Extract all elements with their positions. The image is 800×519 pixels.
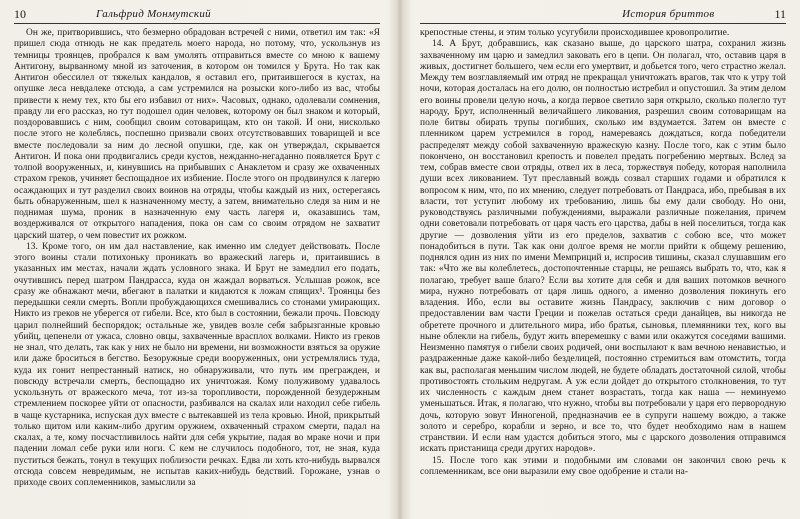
right-page-header: История бриттов [622,8,715,20]
left-page-number: 10 [14,7,26,21]
right-page-number: 11 [774,7,786,21]
left-running-head [14,8,380,24]
paragraph: 15. После того как этими и подобными им словами он закончил свою речь к соплеменникам, все они выразили ему свое одобрение и стали на- [420,455,786,477]
paragraph: крепостные стены, и этим только усугубили происходившее кровопролитие. [420,28,730,38]
right-running-head [420,8,786,24]
right-page [414,0,800,519]
book-gutter [397,0,403,519]
left-page [0,0,386,519]
left-page-body [14,28,380,489]
left-page-header: Гальфрид Монмутский [96,8,211,20]
paragraph: 13. Кроме того, он им дал наставление, как именно им следует действовать. После этого воины стали потихоньку проникать во вражеский лагерь и, притаившись в указанных им местах, начали ждать условного знака. И Брут не замедлил его подать, очутившись перед шатром Пандрасса, куда он жаждал ворваться. Услышав рожок, все сразу же обнажают мечи, вбегают в палатки и кидаются к ложам спящих¹. Троянцы без передышки сеяли смерть. Вопли пробуждающихся смешивались со стонами умирающих. Никто из греков не уберегся от гибели. Все, кто был в состоянии, бежали прочь. Повсюду царил полнейший беспорядок; остальные же, увидев возле себя забрызганные кровью убийц, цепенели от ужаса, словно овцы, захваченные врасплох волками. Никто из греков не знал, что делать, так как у них не было ни времени, ни возможности взяться за оружие или даже броситься в бегство. Безоружные среди вооруженных, они устремлялись туда, куда их гонит непрестанный натиск, но обнаруживали, что путь им прегражден, и повсюду встречали смерть, беспощадно их уничтожая. Кому полуживому удавалось ускользнуть от вражеского меча, тот из-за торопливости, порожденной безудержным стремлением поскорее уйти от опасности, разбивался на скалах или находил себе гибель в чаще кустарника, испуская дух вместе с вытекавшей из тела кровью. Иной, прикрытый только щитом или каким-либо другим оружием, охваченный страхом смерти, падал на скалах, а те, кому посчастливилось найти для себя укрытие, падая во мраке ночи и при падении ломал себе руки или ноги. С кем не случилось подобного, тот, не зная, куда пуститься бежать, тонул в текущих поблизости речках. Едва ли хоть кто-нибудь вырвался отсюда совсем невредимым, не испытав каких-нибудь бедствий. Горожане, узнав о приходе своих соплеменников, замыслили за [14,241,380,488]
right-page-body [420,28,786,478]
paragraph: 14. А Брут, добравшись, как сказано выше, до царского шатра, сохранил жизнь захваченному им царю и замедлил заковать его в цепи. Он полагал, что, оставив царя в живых, достигнет большего, чем если его умертвит, и добьется того, чего страстно желал. Между тем возглавляемый им отряд не прекращал уничтожать врагов, так что к утру той ночи, которая досталась на его долю, он полностью истребил и опустошил. За этим делом его воины провели целую ночь, а когда первое светило заря открыло, сколько полегло тут народу, Брут, исполненный величайшего ликования, разрешил своим сотоварищам на поле битвы обирать трупы погибших, сколько им вздумается. Затем он вместе с пленником царем устремился в город, намереваясь дождаться, когда победители распределят между собой захваченную вражескую казну. После того, как с этим было покончено, он восстановил крепость и повелел предать погребению мертвых. Вслед за тем, собрав вместе свои отряды, отвел их в леса, торжествуя победу, которая наполнила души всех ликованием. Тут преславный вождь созвал старших годами и обратился к вопросом к ним, что, по их мнению, следует потребовать от Пандраса, ибо, пребывая в их власти, тот уступит любому их требованию, лишь бы ему дали свободу. Но они, руководствуясь различными побуждениями, выражали различные пожелания, причем одни советовали потребовать от царя часть его царства, дабы в ней поселиться, тогда как другие — дозволения уйти из его пределов, захватив с собою все, что может понадобиться в пути. Так как они долгое время не могли прийти к общему решению, поднялся один из них по имени Мемприций и, испросив тишины, сказал слушавшим его так: «Что же вы колеблетесь, достопочтенные старцы, не решаясь выбрать то, что, как я полагаю, требует ваше благо? Если вы хотите для себя и для ваших потомков вечного мира, нужно потребовать от царя лишь одного, а именно дозволения покинуть его владения. Ибо, если вы оставите жизнь Пандрасу, заключив с ним договор о предоставлении вам части Греции и пожелав остаться среди данайцев, вы никогда не обретете прочного и длительного мира, ибо братья, сыновья, племянники тех, кого вы ныне облекли на гибель, будут жить вперемешку с вами или окажутся соседями вашими. Неизменно памятуя о гибели своих родичей, они воспылают к вам вечною ненавистью, и раздраженные даже какой-либо безделицей, постоянно стремиться вам отомстить, тогда как вы, располагая меньшим числом людей, не будете обладать достаточной силой, чтобы противостоять стольким недругам. А уж если дойдет до открытого столкновения, то тут их численность с каждым днем станет возрастать, тогда как наша — неминуемо уменьшаться. Итак, я полагаю, что нужно, чтобы вы потребовали у царя его первородную дочь, которую зовут Инногеной, предназначив ее в супруги нашему вождю, а также золото и серебро, корабли и зерно, и все то, что будет необходимо нам в нашем странствии. И если нам удастся добиться этого, мы с царского дозволения отправимся искать пристанища среди других народов». [420,39,786,455]
paragraph: Он же, притворившись, что безмерно обрадован встречей с ними, ответил им так: «Я пришел сюда отнюдь не как предатель моего народа, но потому, что, ускользнув из темницы троянцев, пробрался к вам умолять отправиться вместе со мною к вашему Антигону, вырванному мной из заточения, в котором он томился у Брута. Но так как Антигон обессилел от тяжелых кандалов, я оставил его, притаившегося в кустах, на опушке леса невдалеке отсюда, а сам устремился на розыски кого-либо из вас, чтобы привести к нему тех, кто бы его избавил от них». Часовых, однако, одолевали сомнения, правду ли его рассказ, но тут подошел один человек, которому он был знаком и который, поздоровавшись с ним, сообщил своим сотоварищам, кто он такой. И они, нисколько после этого не колеблясь, поспешно призвали своих отсутствовавших товарищей и все вместе последовали за ним до лесной опушки, где, как он утверждал, скрывается Антигон. И пока они продвигались среди кустов, нежданно-негаданно появляется Брут с толпой вооруженных, и, кинувшись на прибывших с Анаклетом и сразу же охваченных страхом греков, учиняет беспощадное их избиение. После этого он продвинулся к лагерю осаждающих и тут разделил своих воинов на отряды, чтобы каждый из них, остерегаясь быть обнаруженным, шел к назначенному месту, а затем, внимательно следя за ним и не поднимая шума, проник в назначенную ему часть лагеря и, оказавшись там, воздерживался от открытого нападения, пока он сам со своим отрядом не захватит царский шатер, о чем повестит их рожком. [14,28,380,241]
